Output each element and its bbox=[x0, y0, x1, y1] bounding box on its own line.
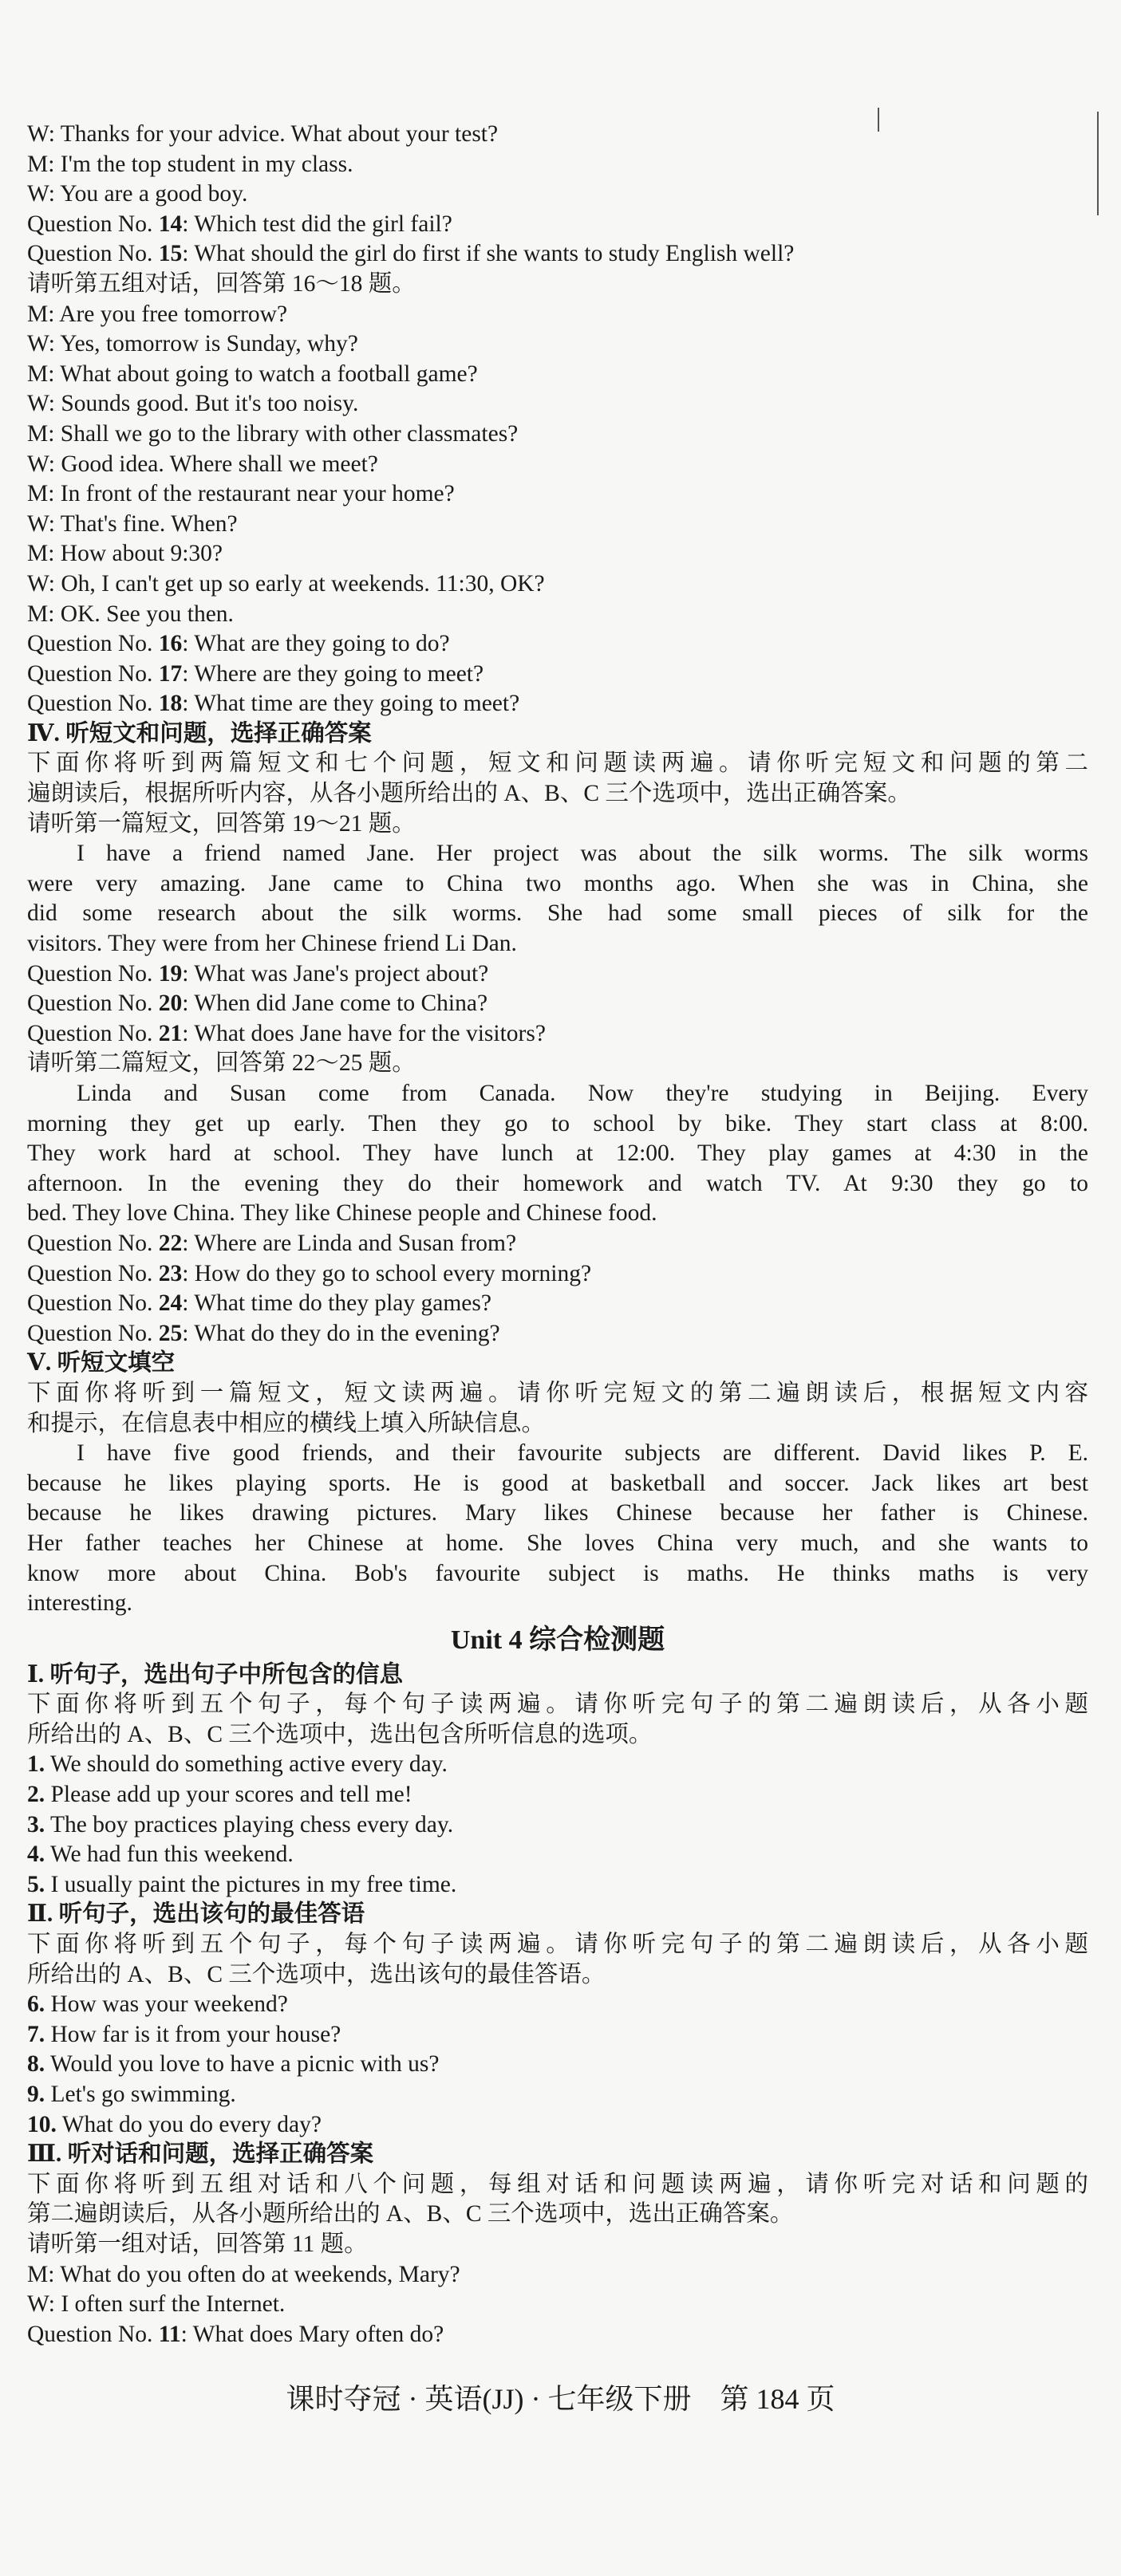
question-22: Question No. 22: Where are Linda and Susan from? bbox=[27, 1230, 517, 1256]
question-21: Question No. 21: What does Jane have for the visitors? bbox=[27, 1020, 546, 1046]
dialog-line: W: You are a good boy. bbox=[27, 181, 248, 207]
question-11: Question No. 11: What does Mary often do? bbox=[27, 2321, 444, 2347]
dialog-line: W: Oh, I can't get up so early at weekends. 11:30, OK? bbox=[27, 570, 545, 597]
dialog-line: W: Yes, tomorrow is Sunday, why? bbox=[27, 331, 358, 357]
passage-line: did some research about the silk worms. She had some small pieces of silk for the bbox=[27, 900, 1088, 927]
section-instructions: 下面你将听到两篇短文和七个问题，短文和问题读两遍。请你听完短文和问题的第二 bbox=[27, 750, 1088, 777]
group-intro: 请听第五组对话，回答第 16～18 题。 bbox=[27, 270, 416, 297]
passage-line: Linda and Susan come from Canada. Now they're studying in Beijing. Every bbox=[77, 1081, 1088, 1106]
passage-line: They work hard at school. They have lunch at 12:00. They play games at 4:30 in the bbox=[27, 1140, 1088, 1167]
dialog-line: M: How about 9:30? bbox=[27, 541, 223, 567]
dialog-line: M: Shall we go to the library with other classmates? bbox=[27, 420, 519, 447]
unit-section-3-heading: Ⅲ. 听对话和问题，选择正确答案 bbox=[27, 2141, 374, 2168]
list-item: 3. The boy practices playing chess every day. bbox=[27, 1811, 454, 1837]
question-14: Question No. 14: Which test did the girl fail? bbox=[27, 211, 452, 237]
list-item: 9. Let's go swimming. bbox=[27, 2082, 236, 2107]
section-instructions: 所给出的 A、B、C 三个选项中，选出包含所听信息的选项。 bbox=[27, 1721, 653, 1747]
page-footer: 课时夺冠 · 英语(JJ) · 七年级下册 第 184 页 bbox=[286, 2383, 835, 2415]
scan-mark bbox=[878, 108, 879, 132]
passage-line: interesting. bbox=[27, 1590, 132, 1617]
list-item: 4. We had fun this weekend. bbox=[27, 1841, 294, 1868]
passage-line: because he likes playing sports. He is good at basketball and soccer. Jack likes art best bbox=[27, 1470, 1088, 1496]
passage-line: because he likes drawing pictures. Mary likes Chinese because her father is Chinese. bbox=[27, 1500, 1088, 1526]
section-instructions: 下面你将听到五个句子，每个句子读两遍。请你听完句子的第二遍朗读后，从各小题 bbox=[27, 1692, 1088, 1718]
question-15: Question No. 15: What should the girl do first if she wants to study English well? bbox=[27, 241, 795, 267]
dialog-line: M: What about going to watch a football game? bbox=[27, 360, 478, 387]
question-20: Question No. 20: When did Jane come to China? bbox=[27, 991, 488, 1017]
list-item: 1. We should do something active every day. bbox=[27, 1751, 448, 1778]
passage-line: visitors. They were from her Chinese friend Li Dan. bbox=[27, 931, 517, 957]
question-18: Question No. 18: What time are they going to meet? bbox=[27, 691, 520, 717]
dialog-line: W: Sounds good. But it's too noisy. bbox=[27, 391, 359, 417]
unit-title: Unit 4 综合检测题 bbox=[450, 1625, 665, 1655]
dialog-line: W: That's fine. When? bbox=[27, 510, 238, 537]
unit-section-2-heading: Ⅱ. 听句子，选出该句的最佳答语 bbox=[27, 1901, 365, 1928]
section-instructions: 第二遍朗读后，从各小题所给出的 A、B、C 三个选项中，选出正确答案。 bbox=[27, 2201, 794, 2227]
list-item: 10. What do you do every day? bbox=[27, 2111, 322, 2137]
section-instructions: 下面你将听到五个句子，每个句子读两遍。请你听完句子的第二遍朗读后，从各小题 bbox=[27, 1932, 1088, 1958]
list-item: 2. Please add up your scores and tell me! bbox=[27, 1782, 412, 1808]
section-instructions: 和提示，在信息表中相应的横线上填入所缺信息。 bbox=[27, 1410, 546, 1436]
question-23: Question No. 23: How do they go to school every morning? bbox=[27, 1260, 592, 1286]
passage-line: I have five good friends, and their favourite subjects are different. David likes P. E. bbox=[77, 1440, 1088, 1467]
passage-line: were very amazing. Jane came to China two months ago. When she was in China, she bbox=[27, 870, 1088, 896]
passage-line: afternoon. In the evening they do their homework and watch TV. At 9:30 they go to bbox=[27, 1170, 1088, 1196]
page-content bbox=[27, 120, 1088, 2350]
section-4-heading: Ⅳ. 听短文和问题，选择正确答案 bbox=[27, 720, 372, 746]
section-instructions: 下面你将听到一篇短文，短文读两遍。请你听完短文的第二遍朗读后，根据短文内容 bbox=[27, 1380, 1088, 1406]
dialog-line: M: I'm the top student in my class. bbox=[27, 151, 353, 177]
dialog-line: W: Good idea. Where shall we meet? bbox=[27, 451, 378, 477]
section-instructions: 下面你将听到五组对话和八个问题，每组对话和问题读两遍，请你听完对话和问题的 bbox=[27, 2171, 1088, 2197]
list-item: 5. I usually paint the pictures in my free time. bbox=[27, 1871, 457, 1897]
list-item: 6. How was your weekend? bbox=[27, 1991, 288, 2018]
section-instructions: 所给出的 A、B、C 三个选项中，选出该句的最佳答语。 bbox=[27, 1961, 606, 1987]
passage-line: Her father teaches her Chinese at home. She loves China very much, and she wants to bbox=[27, 1530, 1088, 1556]
section-instructions: 遍朗读后，根据所听内容，从各小题所给出的 A、B、C 三个选项中，选出正确答案。 bbox=[27, 781, 911, 807]
question-25: Question No. 25: What do they do in the evening? bbox=[27, 1320, 500, 1346]
question-16: Question No. 16: What are they going to do? bbox=[27, 631, 450, 657]
dialog-line: M: Are you free tomorrow? bbox=[27, 301, 288, 327]
group-intro: 请听第一组对话，回答第 11 题。 bbox=[27, 2231, 368, 2257]
section-5-heading: Ⅴ. 听短文填空 bbox=[27, 1350, 176, 1377]
passage-line: morning they get up early. Then they go to school by bike. They start class at 8:00. bbox=[27, 1110, 1088, 1136]
question-17: Question No. 17: Where are they going to meet? bbox=[27, 660, 484, 687]
passage-line: I have a friend named Jane. Her project was about the silk worms. The silk worms bbox=[77, 841, 1088, 867]
passage-line: bed. They love China. They like Chinese people and Chinese food. bbox=[27, 1200, 657, 1227]
question-24: Question No. 24: What time do they play games? bbox=[27, 1290, 491, 1317]
dialog-line: M: OK. See you then. bbox=[27, 601, 234, 627]
dialog-line: M: In front of the restaurant near your home? bbox=[27, 481, 455, 507]
question-19: Question No. 19: What was Jane's project about? bbox=[27, 960, 489, 987]
unit-section-1-heading: Ⅰ. 听句子，选出句子中所包含的信息 bbox=[27, 1661, 404, 1688]
dialog-line: W: Thanks for your advice. What about your test? bbox=[27, 121, 499, 147]
list-item: 7. How far is it from your house? bbox=[27, 2021, 341, 2047]
list-item: 8. Would you love to have a picnic with us? bbox=[27, 2051, 440, 2078]
passage-intro: 请听第二篇短文，回答第 22～25 题。 bbox=[27, 1050, 416, 1077]
passage-line: know more about China. Bob's favourite subject is maths. He thinks maths is very bbox=[27, 1560, 1088, 1586]
column-divider bbox=[1097, 112, 1099, 215]
dialog-line: W: I often surf the Internet. bbox=[27, 2291, 286, 2318]
passage-intro: 请听第一篇短文，回答第 19～21 题。 bbox=[27, 810, 416, 837]
dialog-line: M: What do you often do at weekends, Mary? bbox=[27, 2261, 460, 2287]
